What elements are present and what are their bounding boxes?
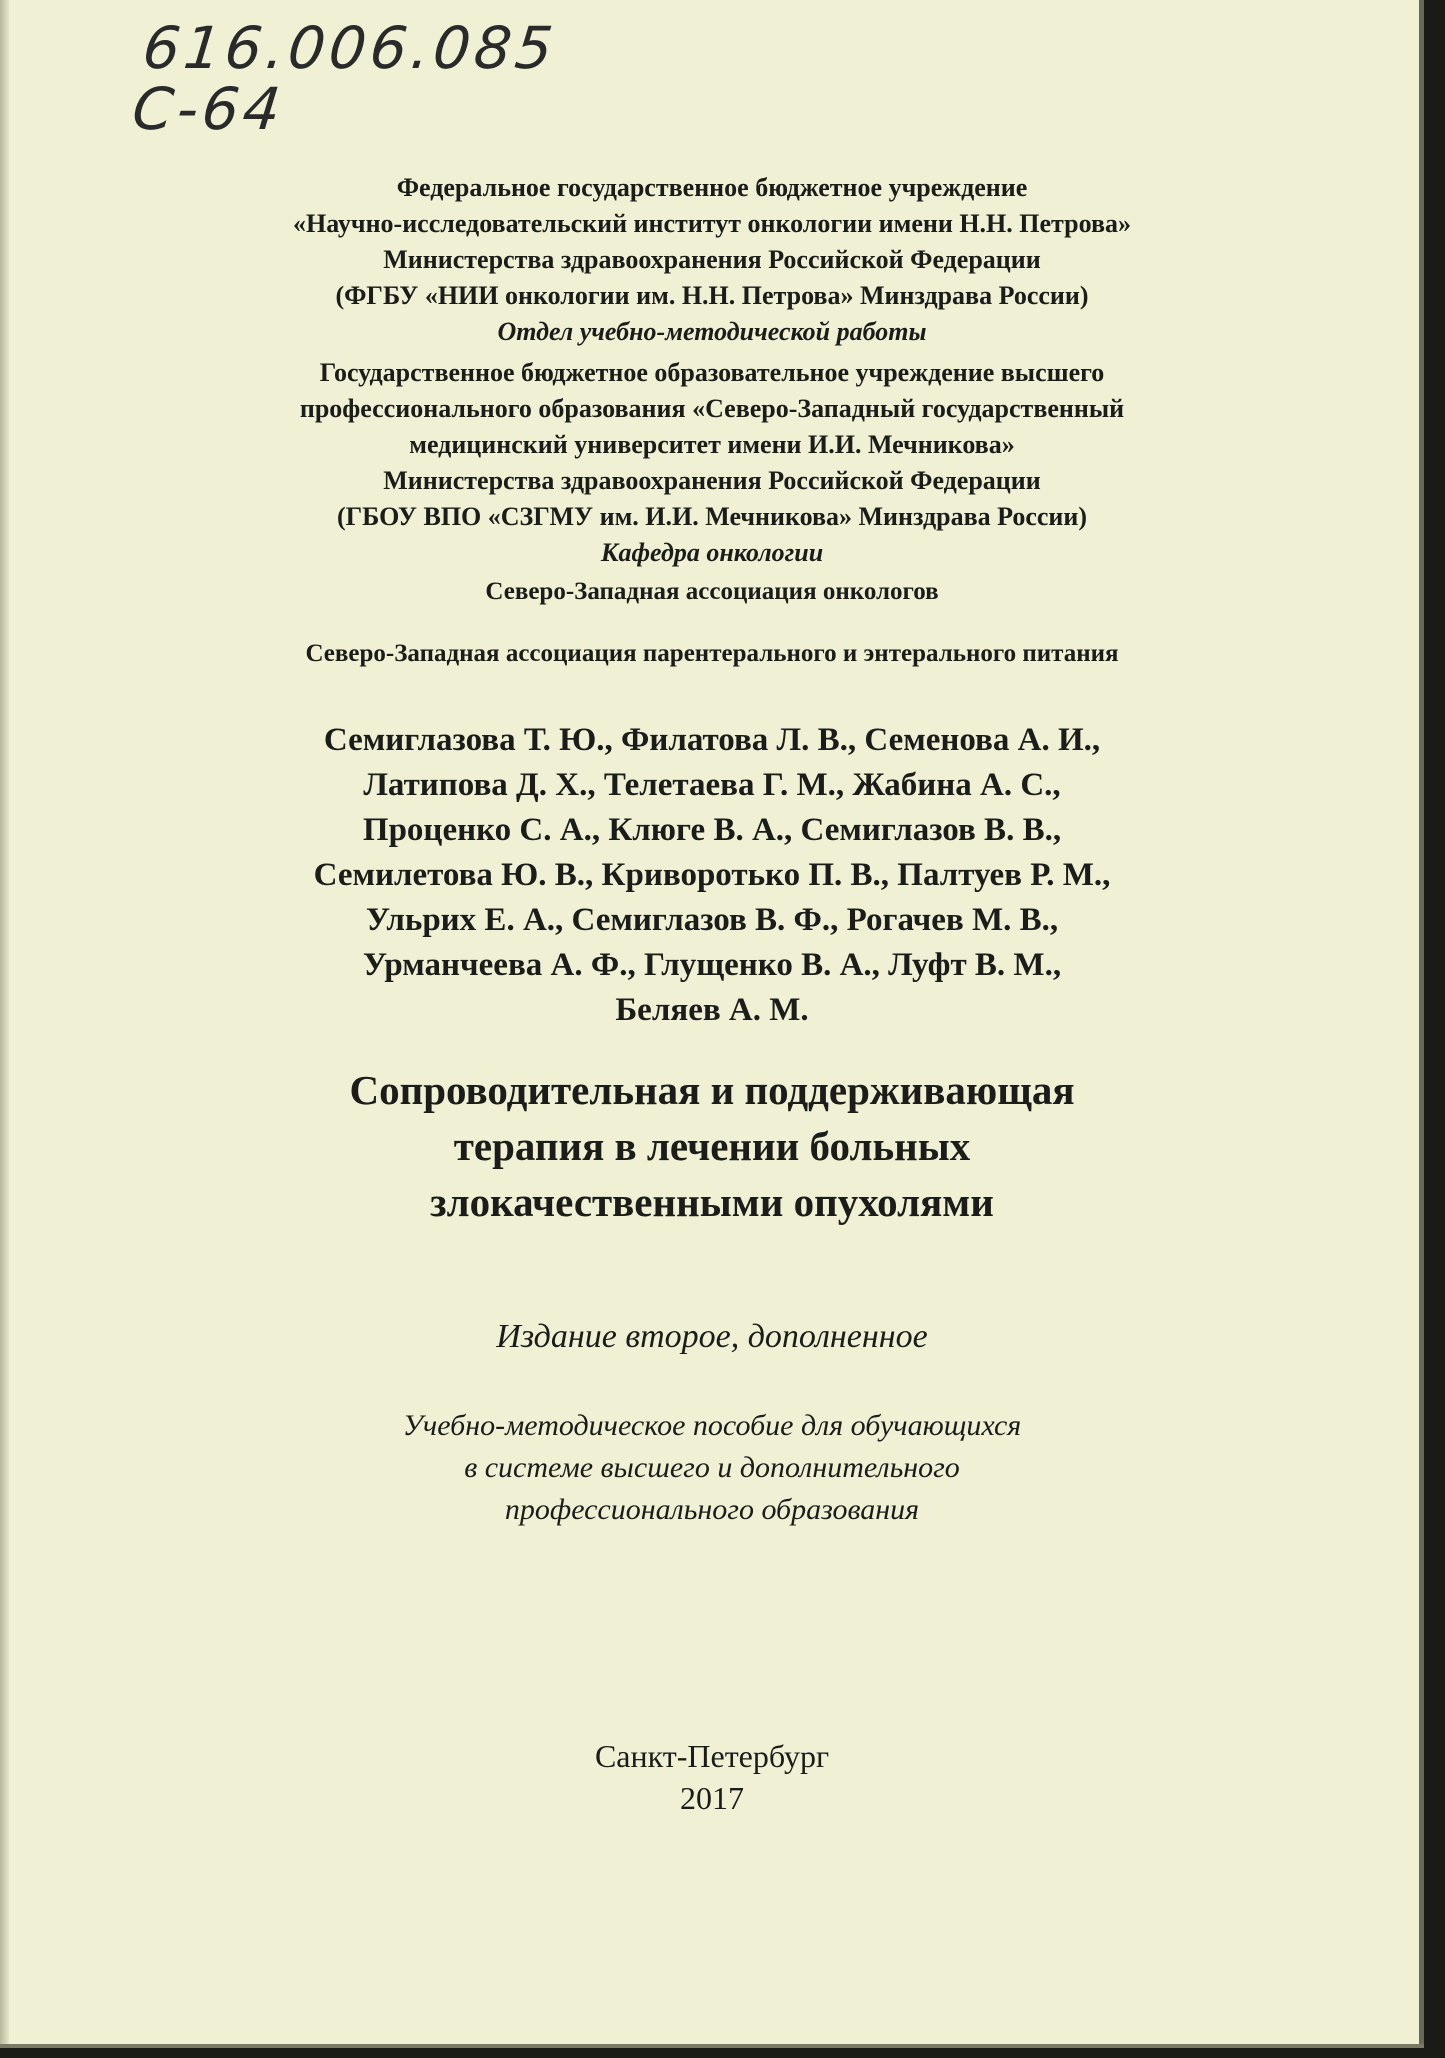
purpose-line: Учебно-методическое пособие для обучающихся bbox=[402, 1409, 1022, 1442]
institution-2-line: Государственное бюджетное образовательное учреждение высшего bbox=[319, 358, 1105, 387]
handwritten-call-number bbox=[129, 14, 560, 143]
imprint-block bbox=[0, 1735, 1424, 1819]
edition-note: Издание второе, дополненное bbox=[496, 1318, 928, 1355]
call-number-line-1: 616.006.085 bbox=[139, 14, 560, 82]
institution-2-line: (ГБОУ ВПО «СЗГМУ им. И.И. Мечникова» Минздрава России) bbox=[336, 502, 1088, 531]
institution-2-line: медицинский университет имени И.И. Мечникова» bbox=[409, 430, 1015, 459]
title-line: Сопроводительная и поддерживающая bbox=[349, 1067, 1075, 1113]
association-nutrition: Северо-Западная ассоциация парентерального и энтерального питания bbox=[305, 640, 1119, 667]
institution-2-line: профессионального образования «Северо-Западный государственный bbox=[299, 394, 1125, 423]
association-oncologists: Северо-Западная ассоциация онкологов bbox=[485, 578, 939, 605]
institution-1-line: «Научно-исследовательский институт онкологии имени Н.Н. Петрова» bbox=[293, 209, 1131, 238]
purpose-line: в системе высшего и дополнительного bbox=[464, 1451, 960, 1484]
authors-block bbox=[0, 718, 1424, 1033]
title-line: терапия в лечении больных bbox=[453, 1123, 971, 1169]
purpose-block bbox=[0, 1405, 1424, 1531]
author-line: Латипова Д. Х., Телетаева Г. М., Жабина А. С., bbox=[363, 767, 1061, 803]
institution-2-department: Кафедра онкологии bbox=[600, 538, 824, 567]
purpose-line: профессионального образования bbox=[504, 1493, 920, 1526]
call-number-line-2: С-64 bbox=[129, 74, 288, 143]
author-line: Ульрих Е. А., Семиглазов В. Ф., Рогачев М. В., bbox=[365, 902, 1059, 938]
institution-1-line: Федеральное государственное бюджетное учреждение bbox=[396, 173, 1028, 202]
institution-1-department: Отдел учебно-методической работы bbox=[497, 317, 927, 346]
author-line: Беляев А. М. bbox=[615, 992, 809, 1028]
page-edge-bottom bbox=[0, 2044, 1424, 2048]
author-line: Урманчеева А. Ф., Глущенко В. А., Луфт В. М., bbox=[362, 947, 1062, 983]
institution-1-line: Министерства здравоохранения Российской Федерации bbox=[383, 245, 1041, 274]
author-line: Семиглазова Т. Ю., Филатова Л. В., Семенова А. И., bbox=[323, 722, 1101, 758]
publication-city: Санкт-Петербург bbox=[594, 1738, 830, 1774]
author-line: Проценко С. А., Клюге В. А., Семиглазов В. В., bbox=[362, 812, 1062, 848]
institution-2-line: Министерства здравоохранения Российской Федерации bbox=[383, 466, 1041, 495]
title-line: злокачественными опухолями bbox=[430, 1179, 994, 1225]
institution-1-block bbox=[0, 170, 1424, 350]
book-title bbox=[0, 1062, 1424, 1230]
institution-1-line: (ФГБУ «НИИ онкологии им. Н.Н. Петрова» Минздрава России) bbox=[335, 281, 1089, 310]
author-line: Семилетова Ю. В., Криворотько П. В., Палтуев Р. М., bbox=[313, 857, 1111, 893]
publication-year: 2017 bbox=[680, 1780, 744, 1816]
institution-2-block bbox=[0, 355, 1424, 571]
